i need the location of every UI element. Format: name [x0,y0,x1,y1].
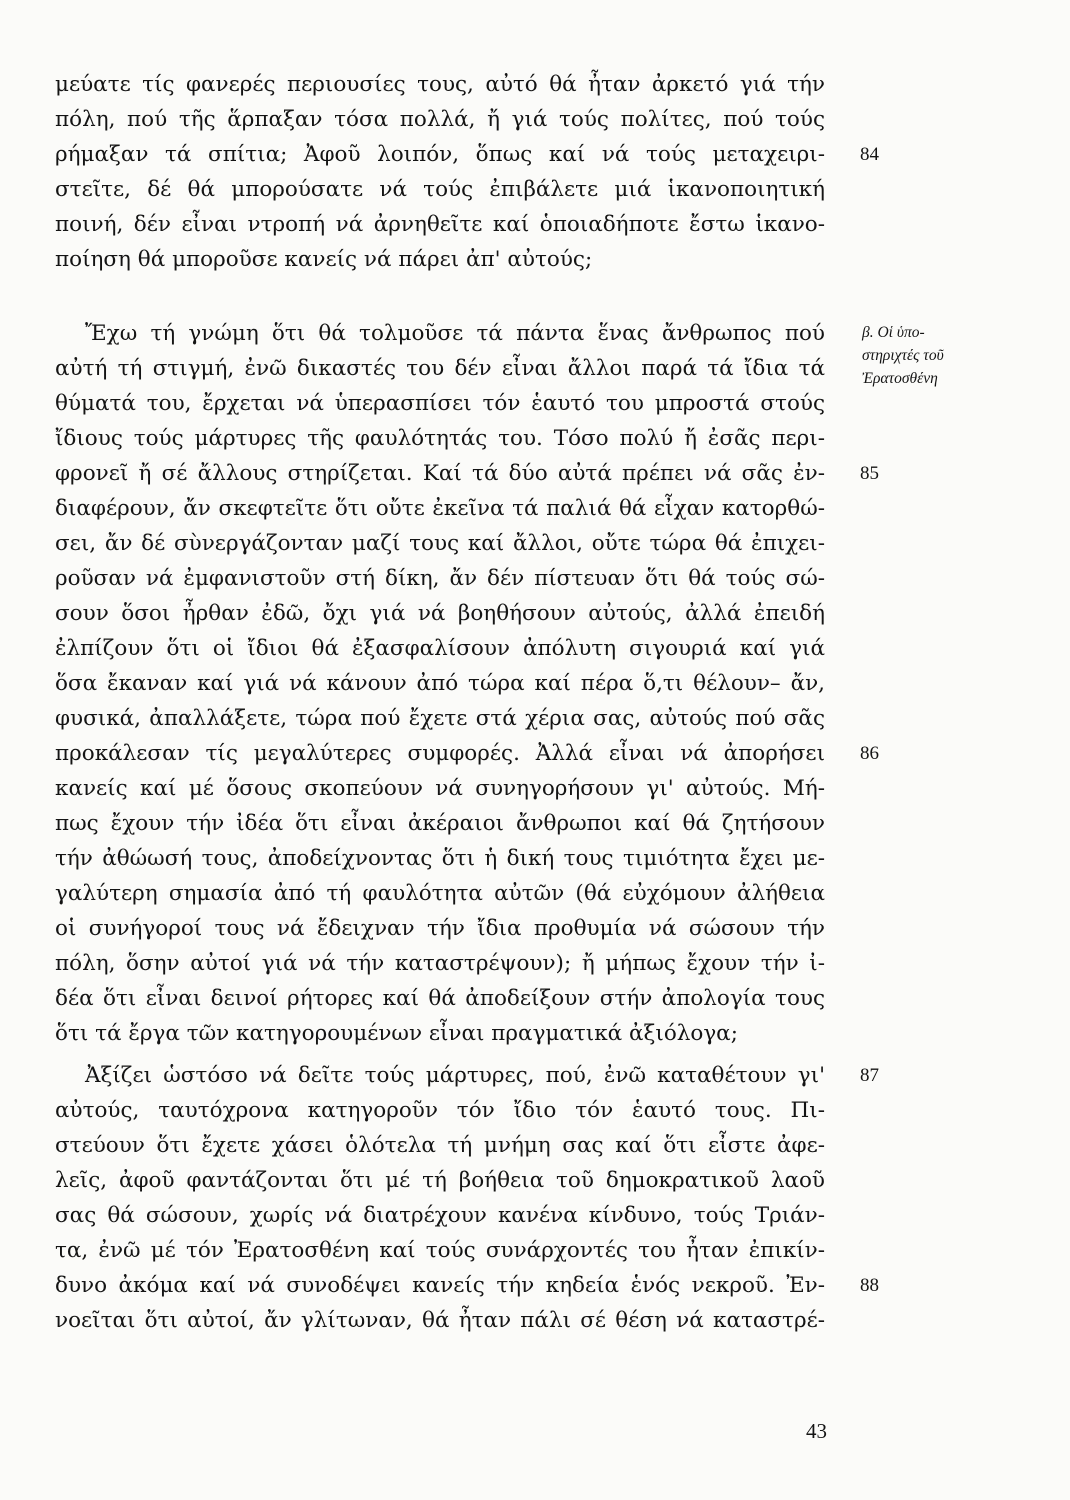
text-line: ὅσα ἔκαναν καί γιά νά κάνουν ἀπό τώρα καί πέρα ὅ,τι θέλουν– ἄν, [55,671,825,696]
text-line: αὐτή τή στιγμή, ἐνῶ δικαστές του δέν εἶναι ἄλλοι παρά τά ἴδια τά [55,356,825,381]
text-line: στεῖτε, δέ θά μπορούσατε νά τούς ἐπιβάλετε μιά ἱκανοποιητική [55,177,825,202]
text-line: ροῦσαν νά ἐμφανιστοῦν στή δίκη, ἄν δέν πίστευαν ὅτι θά τούς σώ- [55,566,825,591]
text-line: φυσικά, ἀπαλλάξετε, τώρα πού ἔχετε στά χέρια σας, αὐτούς πού σᾶς [55,706,825,731]
text-line: Ἔχω τή γνώμη ὅτι θά τολμοῦσε τά πάντα ἕνας ἄνθρωπος πού [85,321,825,346]
text-line: τήν ἀθώωσή τους, ἀποδείχνοντας ὅτι ἡ δική τους τιμιότητα ἔχει με- [55,846,825,871]
margin-note-line: στηριχτές τοῦ [862,347,944,364]
text-line: πόλη, πού τῆς ἅρπαξαν τόσα πολλά, ἤ γιά τούς πολίτες, πού τούς [55,107,825,132]
text-line: πως ἔχουν τήν ἰδέα ὅτι εἶναι ἀκέραιοι ἄνθρωποι καί θά ζητήσουν [55,811,825,836]
text-line: κανείς καί μέ ὅσους σκοπεύουν νά συνηγορήσουν γι' αὐτούς. Μή- [55,776,825,801]
margin-section-number: 84 [860,144,879,165]
margin-section-number: 86 [860,743,879,764]
margin-section-number: 87 [860,1065,879,1086]
text-line: δέα ὅτι εἶναι δεινοί ρήτορες καί θά ἀποδείξουν στήν ἀπολογία τους [55,986,825,1011]
text-line: στεύουν ὅτι ἔχετε χάσει ὁλότελα τή μνήμη σας καί ὅτι εἶστε ἀφε- [55,1133,825,1158]
text-line: λεῖς, ἀφοῦ φαντάζονται ὅτι μέ τή βοήθεια τοῦ δημοκρατικοῦ λαοῦ [55,1168,825,1193]
text-line: μεύατε τίς φανερές περιουσίες τους, αὐτό θά ἦταν ἀρκετό γιά τήν [55,72,825,97]
text-line: φρονεῖ ἤ σέ ἄλλους στηρίζεται. Καί τά δύο αὐτά πρέπει νά σᾶς ἐν- [55,461,825,486]
text-line: θύματά του, ἔρχεται νά ὑπερασπίσει τόν ἑαυτό του μπροστά στούς [55,391,825,416]
text-line: νοεῖται ὅτι αὐτοί, ἄν γλίτωναν, θά ἦταν πάλι σέ θέση νά καταστρέ- [55,1308,825,1333]
text-line: ὅτι τά ἔργα τῶν κατηγορουμένων εἶναι πραγματικά ἀξιόλογα; [55,1021,738,1046]
text-line: αὐτούς, ταυτόχρονα κατηγοροῦν τόν ἴδιο τόν ἑαυτό τους. Πι- [55,1098,825,1123]
text-line: ρήμαξαν τά σπίτια; Ἀφοῦ λοιπόν, ὅπως καί νά τούς μεταχειρι- [55,142,825,167]
text-line: γαλύτερη σημασία ἀπό τή φαυλότητα αὐτῶν (θά εὐχόμουν ἀλήθεια [55,881,825,906]
text-line: σας θά σώσουν, χωρίς νά διατρέχουν κανένα κίνδυνο, τούς Τριάν- [55,1203,825,1228]
page-number: 43 [806,1419,827,1443]
margin-note-line: β. Οἱ ὑπο- [862,324,925,341]
margin-section-number: 85 [860,463,879,484]
margin-note-line: Ἐρατοσθένη [862,370,938,387]
text-line: οἱ συνήγοροί τους νά ἔδειχναν τήν ἴδια προθυμία νά σώσουν τήν [55,916,825,941]
text-line: ἴδιους τούς μάρτυρες τῆς φαυλότητάς του. Τόσο πολύ ἤ ἐσᾶς περι- [55,426,825,451]
text-line: προκάλεσαν τίς μεγαλύτερες συμφορές. Ἀλλά εἶναι νά ἀπορήσει [55,741,825,766]
text-line: Ἀξίζει ὡστόσο νά δεῖτε τούς μάρτυρες, πού, ἐνῶ καταθέτουν γι' [85,1063,825,1088]
text-line: ἐλπίζουν ὅτι οἱ ἴδιοι θά ἐξασφαλίσουν ἀπόλυτη σιγουριά καί γιά [55,636,825,661]
text-line: διαφέρουν, ἄν σκεφτεῖτε ὅτι οὔτε ἐκεῖνα τά παλιά θά εἶχαν κατορθώ- [55,496,825,521]
text-line: ποινή, δέν εἶναι ντροπή νά ἀρνηθεῖτε καί ὁποιαδήποτε ἔστω ἱκανο- [55,212,825,237]
text-line: δυνο ἀκόμα καί νά συνοδέψει κανείς τήν κηδεία ἑνός νεκροῦ. Ἐν- [55,1273,825,1298]
text-line: ποίηση θά μποροῦσε κανείς νά πάρει ἀπ' αὐτούς; [55,247,593,272]
text-line: σουν ὅσοι ἦρθαν ἐδῶ, ὄχι γιά νά βοηθήσουν αὐτούς, ἀλλά ἐπειδή [55,601,825,626]
text-line: τα, ἐνῶ μέ τόν Ἐρατοσθένη καί τούς συνάρχοντές του ἦταν ἐπικίν- [55,1238,825,1263]
margin-section-number: 88 [860,1275,879,1296]
text-line: πόλη, ὅσην αὐτοί γιά νά τήν καταστρέψουν); ἤ μήπως ἔχουν τήν ἰ- [55,951,825,976]
text-line: σει, ἄν δέ σὺνεργάζονταν μαζί τους καί ἄλλοι, οὔτε τώρα θά ἐπιχει- [55,531,825,556]
